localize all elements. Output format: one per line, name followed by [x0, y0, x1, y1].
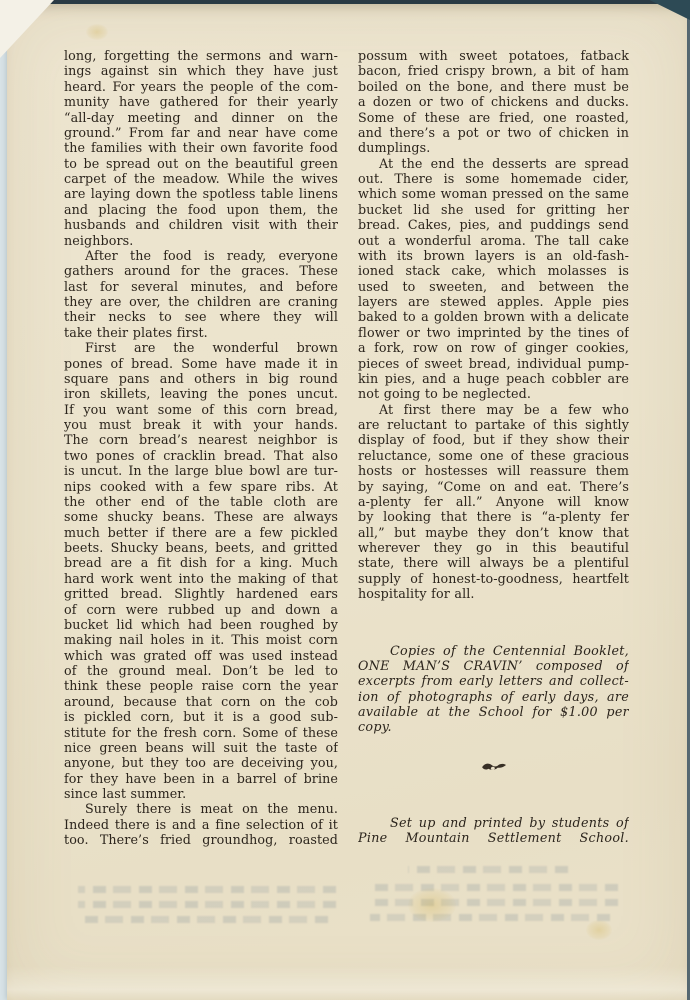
text-line: munity have gathered for their yearly — [64, 94, 338, 110]
bleed-through-text — [370, 914, 610, 921]
text-line: Surely there is meat on the menu. — [85, 801, 338, 817]
text-line: Copies of the Centennial Booklet, — [390, 642, 629, 658]
text-line: baked to a golden brown with a delicate — [358, 309, 629, 325]
text-line: of the ground meal. Don’t be led to — [64, 663, 338, 678]
text-line: bread are a fit dish for a king. Much — [64, 555, 338, 571]
bleed-through-text — [78, 916, 328, 923]
text-line: At the end the desserts are spread — [379, 155, 629, 171]
text-line: bucket lid which had been roughed by — [64, 616, 338, 632]
text-line: wherever they go in this beautiful — [358, 540, 629, 555]
text-line: copy. — [358, 719, 392, 735]
text-line: Set up and printed by students of — [390, 814, 629, 830]
stain — [86, 24, 108, 40]
text-line: take their plates first. — [64, 324, 208, 340]
note-block — [358, 643, 629, 735]
text-line: neighbors. — [64, 232, 134, 248]
text-line: pieces of sweet bread, individual pump- — [358, 355, 629, 371]
text-line: much better if there are a few pickled — [64, 524, 338, 540]
page-curl-highlight — [7, 966, 687, 1000]
text-line: they are over, the children are craning — [64, 294, 338, 309]
text-line: is uncut. In the large blue bowl are tur- — [64, 463, 338, 479]
body-block — [64, 48, 338, 848]
text-line: gathers around for the graces. These — [64, 263, 338, 279]
colophon-block — [358, 815, 629, 846]
text-line: Indeed there is and a fine selection of it — [64, 816, 338, 832]
text-line: ground.” From far and near have come — [64, 124, 338, 140]
bleed-through-text — [408, 866, 568, 873]
text-line: bucket lid she used for gritting her — [358, 201, 629, 217]
text-line: beets. Shucky beans, beets, and gritted — [64, 540, 338, 555]
text-line: The corn bread’s nearest neighbor is — [64, 432, 338, 448]
text-line: nips cooked with a few spare ribs. At — [64, 478, 338, 494]
text-line: carpet of the meadow. While the wives — [64, 171, 338, 186]
text-line: which some woman pressed on the same — [358, 186, 629, 202]
text-line: First are the wonderful brown — [85, 340, 338, 356]
text-line: are reluctant to partake of this sightly — [358, 417, 629, 432]
text-line: you must break it with your hands. — [64, 417, 338, 432]
text-line: husbands and children visit with their — [64, 217, 338, 233]
text-line: which was grated off was used instead — [64, 647, 338, 663]
text-line: After the food is ready, everyone — [85, 247, 338, 263]
text-line: If you want some of this corn bread, — [64, 401, 338, 417]
text-line: heard. For years the people of the com- — [64, 78, 338, 94]
text-line: the other end of the table cloth are — [64, 493, 338, 509]
text-line: by looking that there is “a-plenty fer — [358, 509, 629, 525]
text-column-left — [64, 48, 338, 848]
bleed-through-text — [78, 901, 336, 908]
text-line: a dozen or two of chickens and ducks. — [358, 94, 629, 110]
text-line: around, because that corn on the cob — [64, 693, 338, 709]
text-line: making nail holes in it. This moist corn — [64, 632, 338, 648]
text-line: too. There’s fried groundhog, roasted — [64, 832, 338, 848]
text-line: bread. Cakes, pies, and puddings send — [358, 217, 629, 233]
text-line: long, forgetting the sermons and warn- — [64, 48, 338, 63]
text-line: layers are stewed apples. Apple pies — [358, 294, 629, 309]
text-line: out a wonderful aroma. The tall cake — [358, 232, 629, 248]
text-line: all,” but maybe they don’t know that — [358, 524, 629, 540]
text-line: used to sweeten, and between the — [358, 278, 629, 294]
text-line: hard work went into the making of that — [64, 570, 338, 586]
text-line: of corn were rubbed up and down a — [64, 601, 338, 617]
text-line: a fork, row on row of ginger cookies, — [358, 340, 629, 356]
bleed-through-text — [78, 886, 336, 893]
text-line: by saying, “Come on and eat. There’s — [358, 478, 629, 494]
text-line: since last summer. — [64, 786, 187, 801]
text-line: excerpts from early letters and collect- — [358, 673, 629, 689]
text-line: the families with their own favorite food — [64, 140, 338, 156]
text-line: possum with sweet potatoes, fatback — [358, 48, 629, 63]
text-line: bacon, fried crispy brown, a bit of ham — [358, 63, 629, 79]
text-line: gritted bread. Slightly hardened ears — [64, 586, 338, 602]
text-line: are laying down the spotless table linens — [64, 186, 338, 202]
text-line: square pans and others in big round — [64, 370, 338, 386]
text-line: state, there will always be a plentiful — [358, 555, 629, 571]
text-line: Some of these are fried, one roasted, — [358, 109, 629, 125]
fleuron-icon — [479, 757, 508, 773]
text-line: reluctance, some one of these gracious — [358, 447, 629, 463]
text-column-right — [358, 48, 629, 846]
stain — [586, 920, 612, 940]
ornament-block — [358, 759, 629, 775]
text-line: not going to be neglected. — [358, 386, 531, 402]
text-line: for they have been in a barrel of brine — [64, 770, 338, 786]
text-line: a-plenty fer all.” Anyone will know — [358, 493, 629, 509]
text-line: and there’s a pot or two of chicken in — [358, 124, 629, 140]
stain — [408, 888, 456, 922]
text-line: hosts or hostesses will reassure them — [358, 463, 629, 479]
text-line: ONE MAN’S CRAVIN’ composed of — [358, 657, 629, 673]
text-line: last for several minutes, and before — [64, 278, 338, 294]
text-line: out. There is some homemade cider, — [358, 171, 629, 186]
text-line: anyone, but they too are deceiving you, — [64, 755, 338, 771]
text-line: Pine Mountain Settlement School. — [358, 830, 629, 846]
text-line: pones of bread. Some have made it in — [64, 355, 338, 371]
text-line: and placing the food upon them, the — [64, 201, 338, 217]
text-line: some shucky beans. These are always — [64, 509, 338, 525]
text-line: display of food, but if they show their — [358, 432, 629, 448]
text-line: kin pies, and a huge peach cobbler are — [358, 370, 629, 386]
text-line: supply of honest-to-goodness, heartfelt — [358, 570, 629, 586]
text-line: nice green beans will suit the taste of — [64, 739, 338, 755]
text-line: flower or two imprinted by the tines of — [358, 324, 629, 340]
text-line: stitute for the fresh corn. Some of these — [64, 724, 338, 740]
bleed-through-text — [370, 884, 618, 891]
text-line: available at the School for $1.00 per — [358, 704, 629, 719]
text-line: ion of photographs of early days, are — [358, 688, 629, 704]
text-line: boiled on the bone, and there must be — [358, 78, 629, 94]
text-line: At first there may be a few who — [379, 401, 629, 417]
text-line: with its brown layers is an old-fash- — [358, 247, 629, 263]
text-line: ings against sin which they have just — [64, 63, 338, 79]
text-line: is pickled corn, but it is a good sub- — [64, 709, 338, 725]
text-line: iron skillets, leaving the pones uncut. — [64, 386, 338, 402]
text-line: their necks to see where they will — [64, 309, 338, 325]
text-line: dumplings. — [358, 140, 431, 156]
text-line: hospitality for all. — [358, 586, 475, 602]
text-line: “all-day meeting and dinner on the — [64, 109, 338, 125]
text-line: ioned stack cake, which molasses is — [358, 263, 629, 279]
text-line: think these people raise corn the year — [64, 678, 338, 694]
text-line: two pones of cracklin bread. That also — [64, 447, 338, 463]
body-block — [358, 48, 629, 602]
text-line: to be spread out on the beautiful green — [64, 155, 338, 171]
